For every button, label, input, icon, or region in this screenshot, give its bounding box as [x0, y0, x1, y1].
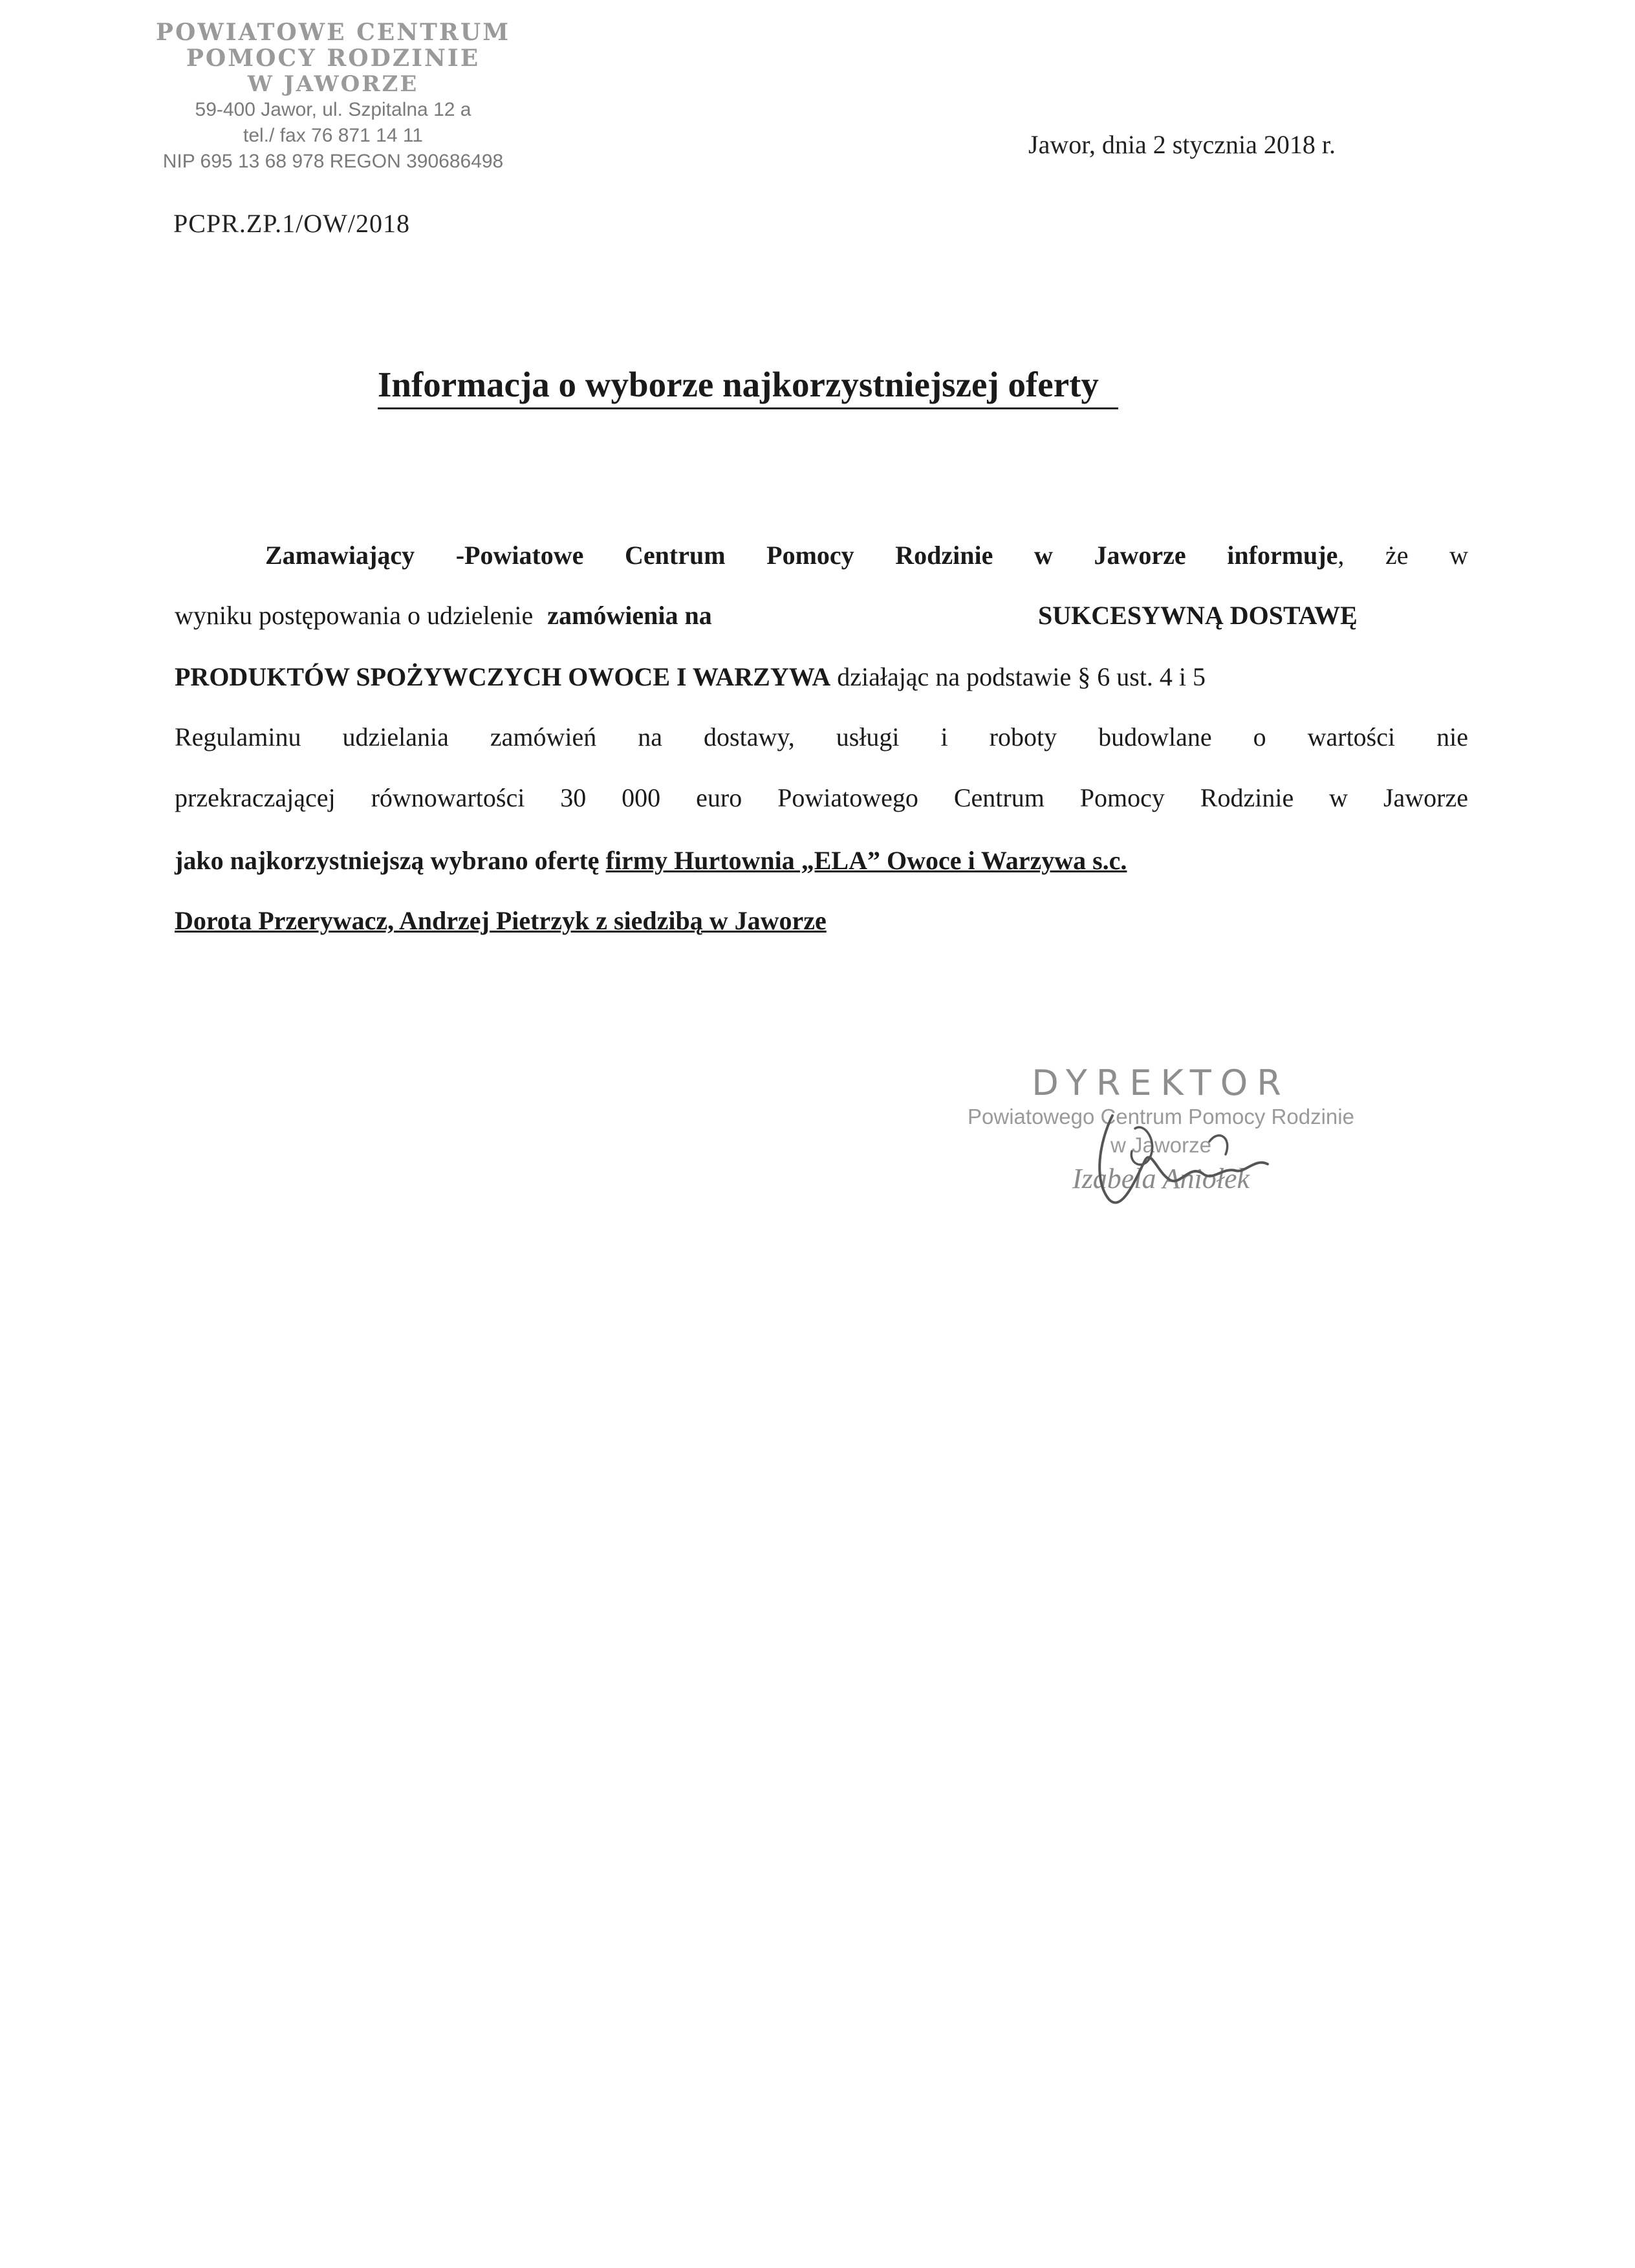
body-line-6	[175, 845, 1127, 876]
body-line-1-bold: Zamawiający -Powiatowe Centrum Pomocy Rodzinie w Jaworze informuje	[265, 541, 1338, 570]
body-line-2	[175, 600, 1468, 631]
body-line-2-start: wyniku postępowania o udzielenie	[175, 601, 540, 630]
body-line-1	[175, 540, 1468, 570]
body-line-3-rest: działając na podstawie § 6 ust. 4 i 5	[830, 662, 1206, 691]
stamp-line-3: W JAWORZE	[247, 71, 419, 97]
body-line-2-caps: SUKCESYWNĄ DOSTAWĘ	[1038, 601, 1358, 630]
body-line-5: przekraczającej równowartości 30 000 euro Powiatowego Centrum Pomocy Rodzinie w Jaworze	[175, 783, 1468, 812]
body-line-7	[175, 905, 827, 936]
body-line-6-firm: firmy Hurtownia „ELA” Owoce i Warzywa s.c.	[605, 846, 1127, 875]
stamp-address: 59-400 Jawor, ul. Szpitalna 12 a	[195, 99, 471, 120]
signature-title: DYREKTOR	[1032, 1063, 1290, 1103]
body-line-3	[175, 662, 1206, 692]
signature-org-line-1: Powiatowego Centrum Pomocy Rodzinie	[968, 1105, 1354, 1129]
body-line-4: Regulaminu udzielania zamówień na dostawy, usługi i roboty budowlane o wartości nie	[175, 722, 1468, 751]
institution-stamp	[123, 19, 543, 175]
document-date: Jawor, dnia 2 stycznia 2018 r.	[1028, 130, 1336, 159]
signature-org-line-2: w Jaworze	[1110, 1133, 1211, 1157]
stamp-ids: NIP 695 13 68 978 REGON 390686498	[162, 151, 504, 172]
body-line-1-rest: , że w	[1337, 541, 1469, 570]
body-line-6-bold: jako najkorzystniejszą wybrano ofertę	[175, 846, 606, 875]
stamp-line-1: POWIATOWE CENTRUM	[155, 19, 511, 46]
signature-name: Izabela Aniołek	[1072, 1163, 1250, 1194]
stamp-phone: tel./ fax 76 871 14 11	[243, 125, 423, 146]
stamp-line-2: POMOCY RODZINIE	[186, 45, 481, 72]
body-line-3-bold: PRODUKTÓW SPOŻYWCZYCH OWOCE I WARZYWA	[175, 662, 831, 691]
handwritten-signature	[1074, 1103, 1294, 1226]
body-line-2-bold: zamówienia na	[547, 601, 712, 630]
body-line-7-firm: Dorota Przerywacz, Andrzej Pietrzyk z siedzibą w Jaworze	[175, 906, 827, 935]
reference-number: PCPR.ZP.1/OW/2018	[173, 209, 410, 238]
document-title: Informacja o wyborze najkorzystniejszej oferty	[378, 362, 1118, 409]
